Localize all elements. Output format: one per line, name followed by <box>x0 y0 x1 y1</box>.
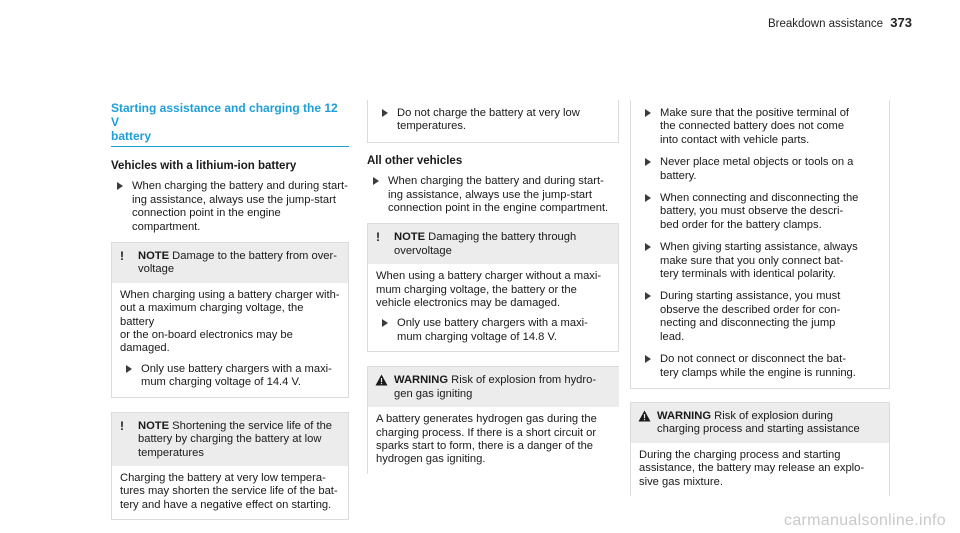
note-body: Charging the battery at very low tempera- tures may shorten the service life of the bat- tery and have a negative effect on starting. <box>120 471 338 511</box>
list-item: When charging the battery and during start- ing assistance, always use the jump-start connection point in the engine compartment. <box>367 175 619 215</box>
list-item: When giving starting assistance, always make sure that you only connect bat- tery terminals with identical polarity. <box>639 241 881 281</box>
warning-triangle-icon <box>375 374 388 386</box>
warning-triangle-icon <box>638 410 651 422</box>
note-box <box>111 412 349 520</box>
exclamation-icon: ! <box>376 230 380 245</box>
section-label: Breakdown assistance <box>767 18 883 30</box>
list-item: Do not charge the battery at very low temperatures. <box>376 107 618 134</box>
subheading: All other vehicles <box>367 154 463 167</box>
bullet-arrow-icon <box>645 292 651 300</box>
bullet-arrow-icon <box>645 158 651 166</box>
note-header: ! NOTE Shortening the service life of the battery by charging the battery at low temperatures <box>112 413 348 466</box>
warning-box <box>630 402 890 496</box>
list-item: Make sure that the positive terminal of the connected battery does not come into contact with vehicle parts. <box>639 107 881 147</box>
note-header: ! NOTE Damaging the battery through overvoltage <box>368 224 618 264</box>
note-body: When charging using a battery charger with- out a maximum charging voltage, the battery or the on-board electronics may be damaged. Only use battery chargers with a maxi- mum charging voltage of 14.4 V. <box>120 288 340 389</box>
section-title: Starting assistance and charging the 12 V battery <box>111 101 338 143</box>
bullet-arrow-icon <box>645 109 651 117</box>
list-item: During starting assistance, you must observe the described order for con- necting and disconnecting the jump lead. <box>639 290 881 344</box>
page-number: 373 <box>890 15 912 30</box>
note-box-continued <box>367 100 619 143</box>
subheading: Vehicles with a lithium-ion battery <box>111 160 297 172</box>
list-item: When charging the battery and during start- ing assistance, always use the jump-start connection point in the engine compartment. <box>111 180 349 234</box>
warning-header: WARNING Risk of explosion from hydro- gen gas igniting <box>368 367 619 407</box>
list-item: Only use battery chargers with a maxi- mum charging voltage of 14.8 V. <box>376 317 610 344</box>
warning-box <box>367 366 619 473</box>
bullet-arrow-icon <box>645 355 651 363</box>
list-item: When connecting and disconnecting the battery, you must observe the descri- bed order for the battery clamps. <box>639 192 881 232</box>
list-item: Do not connect or disconnect the bat- tery clamps while the engine is running. <box>639 353 881 380</box>
warning-box-continued <box>630 100 890 389</box>
note-header: ! NOTE Damage to the battery from over- voltage <box>112 243 348 283</box>
column-1 <box>111 101 349 520</box>
note-box <box>111 242 349 398</box>
column-2 <box>367 100 619 474</box>
bullet-arrow-icon <box>382 319 388 327</box>
list-item: Never place metal objects or tools on a battery. <box>639 156 881 183</box>
column-3 <box>630 100 890 496</box>
exclamation-icon: ! <box>120 249 124 264</box>
warning-header: WARNING Risk of explosion during charging process and starting assistance <box>631 403 889 443</box>
bullet-arrow-icon <box>645 243 651 251</box>
warning-body: A battery generates hydrogen gas during the charging process. If there is a short circuit or sparks start to form, there is a danger of the hydrogen gas igniting. <box>376 413 597 466</box>
exclamation-icon: ! <box>120 418 124 433</box>
note-box <box>367 223 619 352</box>
bullet-arrow-icon <box>126 365 132 373</box>
warning-body: During the charging process and starting assistance, the battery may release an explo- sive gas mixture. <box>639 448 865 488</box>
bullet-arrow-icon <box>645 194 651 202</box>
note-body: When using a battery charger without a maxi- mum charging voltage, the battery or the vehicle electronics may be damaged. Only use battery chargers with a maxi- mum charging voltage of 14.8 V. <box>368 264 618 351</box>
watermark: carmanualsonline.info <box>784 511 946 529</box>
list-item: Only use battery chargers with a maxi- mum charging voltage of 14.4 V. <box>120 363 340 390</box>
title-rule <box>111 146 349 147</box>
bullet-arrow-icon <box>117 182 123 190</box>
bullet-arrow-icon <box>373 177 379 185</box>
bullet-arrow-icon <box>382 109 388 117</box>
